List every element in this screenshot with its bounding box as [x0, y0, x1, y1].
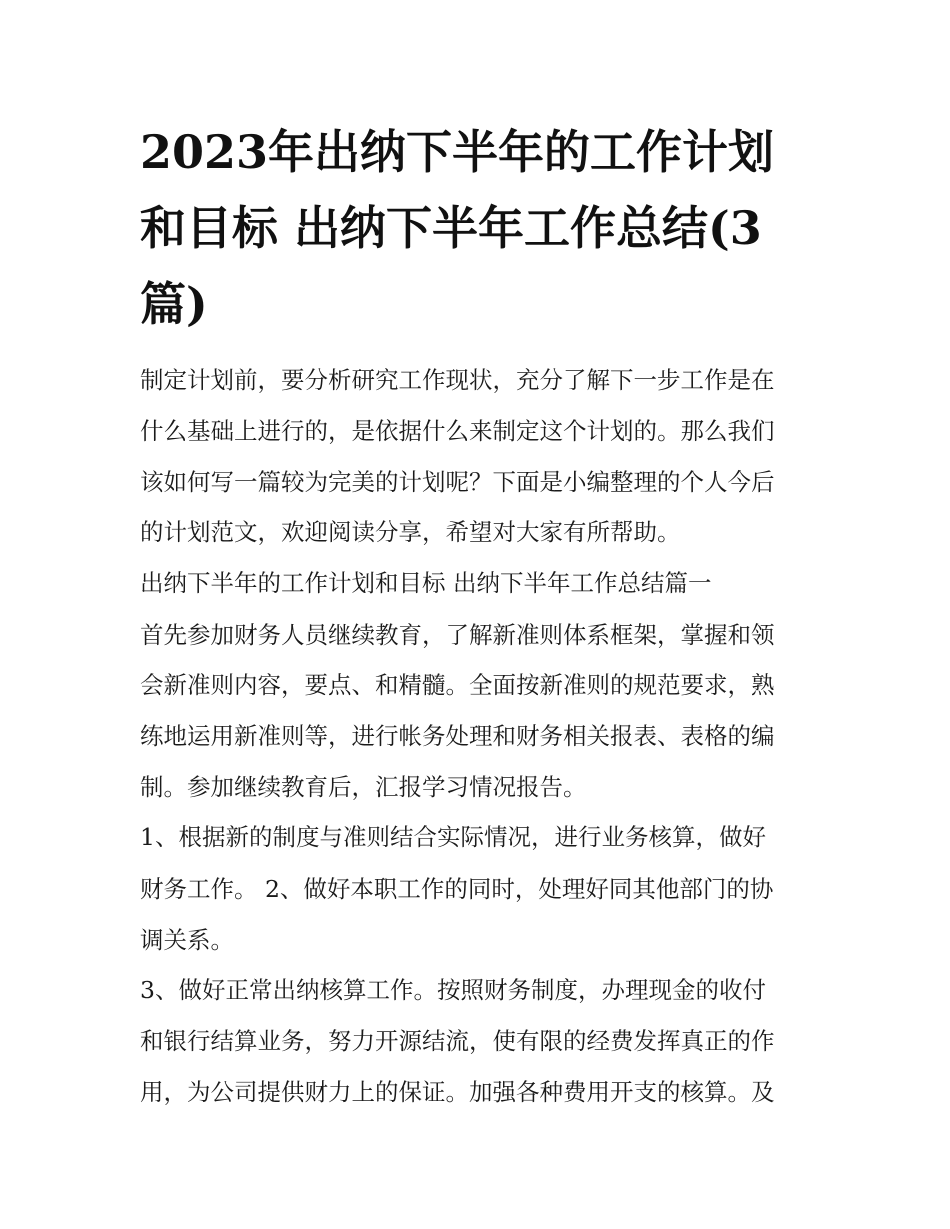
item-1-line-1: 1、根据新的制度与准则结合实际情况，进行业务核算，做好: [140, 823, 766, 851]
title-line-3: 篇): [140, 277, 208, 331]
item-1-line-2: 财务工作。 2、做好本职工作的同时，处理好同其他部门的协: [140, 875, 774, 903]
intro-line-2: 什么基础上进行的，是依据什么来制定这个计划的。那么我们: [140, 417, 775, 445]
paragraph-line-2: 会新准则内容，要点、和精髓。全面按新准则的规范要求，熟: [140, 671, 775, 699]
title-line-1: 2023年出纳下半年的工作计划: [140, 125, 775, 179]
item-3-line-2: 和银行结算业务，努力开源结流，使有限的经费发挥真正的作: [140, 1027, 775, 1055]
item-3-line-1: 3、做好正常出纳核算工作。按照财务制度，办理现金的收付: [140, 976, 766, 1004]
intro-line-4: 的计划范文，欢迎阅读分享，希望对大家有所帮助。: [140, 518, 681, 546]
paragraph-line-3: 练地运用新准则等，进行帐务处理和财务相关报表、表格的编: [140, 722, 775, 750]
item-3-line-3: 用，为公司提供财力上的保证。加强各种费用开支的核算。及: [140, 1078, 775, 1106]
intro-line-3: 该如何写一篇较为完美的计划呢？下面是小编整理的个人今后: [140, 468, 775, 496]
title-line-2: 和目标 出纳下半年工作总结(3: [140, 201, 762, 255]
intro-line-1: 制定计划前，要分析研究工作现状，充分了解下一步工作是在: [140, 366, 775, 394]
section-heading: 出纳下半年的工作计划和目标 出纳下半年工作总结篇一: [140, 569, 712, 597]
paragraph-line-1: 首先参加财务人员继续教育，了解新准则体系框架，掌握和领: [140, 621, 775, 649]
paragraph-line-4: 制。参加继续教育后，汇报学习情况报告。: [140, 773, 587, 801]
item-2-line-2: 调关系。: [140, 926, 234, 954]
document-title: [140, 114, 820, 342]
